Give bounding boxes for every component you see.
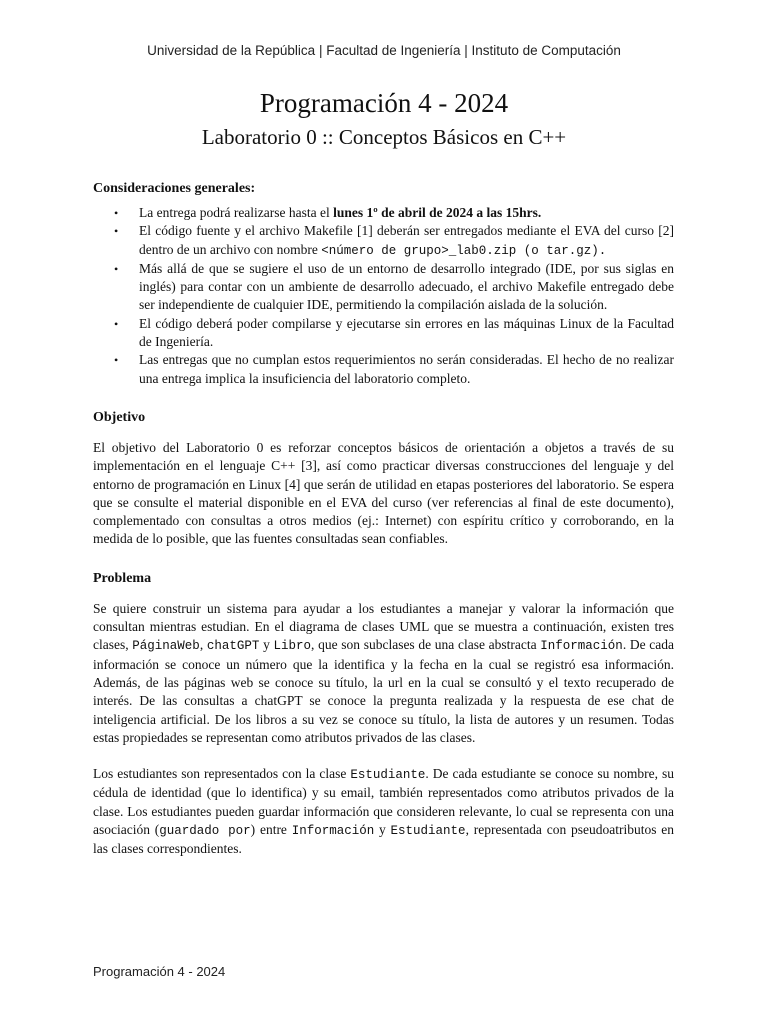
text-run: . De cada información se conoce un número que la identifica y la fecha en la cual se registró esa información. Además, de las páginas web se conoce su título, la url en la cual se consultó y el texto recuperado de interés. De las consultas a chatGPT se conoce la pregunta realizada y la respuesta de ese chat de inteligencia artificial. De los libros a su vez se conoce su título, la lista de autores y un resumen. Todas estas propiedades se representan como atributos privados de las clases. bbox=[93, 637, 675, 745]
list-item bbox=[139, 260, 674, 315]
section-problema bbox=[93, 570, 674, 859]
section-heading-objetivo: Objetivo bbox=[93, 409, 146, 425]
class-name-code: PáginaWeb bbox=[132, 639, 200, 654]
class-name-code: Información bbox=[291, 824, 375, 839]
class-name-code: Estudiante bbox=[350, 768, 426, 783]
section-heading-consideraciones: Consideraciones generales: bbox=[93, 181, 256, 196]
page-footer: Programación 4 - 2024 bbox=[93, 964, 226, 979]
text-run: ) entre bbox=[250, 822, 292, 838]
item-text: La entrega podrá realizarse hasta el bbox=[139, 205, 334, 220]
list-item bbox=[139, 222, 674, 260]
document-body bbox=[93, 180, 674, 859]
objetivo-paragraph: El objetivo del Laboratorio 0 es reforzar conceptos básicos de orientación a objetos a través de su implementación en el lenguaje C++ [3], así como practicar diversas construcciones del lenguaje y del entorno de programación en Linux [4] que serán de utilidad en etapas posteriores del laboratorio. Se espera que se consulte el material disponible en el EVA del curso (ver referencias al final de este documento), complementado con consultas a otros medios (ej.: Internet) con espíritu crítico y corroborando, en la medida de lo posible, que las fuentes consultadas sean confiables. bbox=[93, 439, 674, 547]
class-name-code: Libro bbox=[273, 639, 312, 654]
association-name-code: guardado por bbox=[159, 824, 251, 839]
text-run: , que son subclases de una clase abstracta bbox=[311, 637, 541, 653]
section-heading-problema: Problema bbox=[93, 570, 152, 586]
document-subtitle: Laboratorio 0 :: Conceptos Básicos en C++ bbox=[201, 125, 567, 149]
considerations-list bbox=[93, 204, 674, 388]
class-name-code: Estudiante bbox=[390, 824, 466, 839]
institution-header: Universidad de la República | Facultad de Ingeniería | Instituto de Computación bbox=[147, 43, 621, 58]
text-run: . De cada estudiante se conoce su nombre, su cédula de identidad (que lo identifica) y su email, también representados como atributos privados de la clase. Los estudiantes pueden guardar información que consideren relevante, lo cual se representa con una asociación ( bbox=[93, 766, 674, 838]
item-text: Más allá de que se sugiere el uso de un entorno de desarrollo integrado (IDE, por sus siglas en inglés) para contar con un ambiente de desarrollo adecuado, el archivo Makefile entregado debe ser independiente de cualquier IDE, permitiendo la compilación aislada de la solución. bbox=[139, 260, 674, 313]
list-item bbox=[139, 315, 674, 352]
item-text: Las entregas que no cumplan estos requerimientos no serán consideradas. El hecho de no realizar una entrega implica la insuficiencia del laboratorio completo. bbox=[139, 352, 674, 386]
item-text: El código fuente y el archivo Makefile [1] deberán ser entregados mediante el EVA del curso [2] dentro de un archivo con nombre bbox=[139, 223, 674, 257]
text-run: y bbox=[259, 637, 274, 653]
list-item bbox=[139, 351, 674, 388]
item-text: El código deberá poder compilarse y ejecutarse sin errores en las máquinas Linux de la Facultad de Ingeniería. bbox=[139, 315, 674, 350]
text-run: Los estudiantes son representados con la clase bbox=[93, 766, 351, 782]
filename-code: <número de grupo>_lab0.zip (o tar.gz). bbox=[321, 243, 607, 258]
class-name-code: Información bbox=[540, 639, 623, 654]
deadline-text: lunes 1º de abril de 2024 a las 15hrs. bbox=[333, 205, 542, 220]
section-objetivo bbox=[93, 409, 674, 549]
section-consideraciones bbox=[93, 180, 674, 388]
text-run: , representada con pseudoatributos en las clases correspondientes. bbox=[93, 822, 674, 857]
text-run: , bbox=[199, 637, 207, 653]
class-name-code: chatGPT bbox=[206, 639, 260, 654]
text-run: y bbox=[374, 822, 391, 838]
document-title: Programación 4 - 2024 bbox=[259, 88, 509, 118]
text-run: Se quiere construir un sistema para ayudar a los estudiantes a manejar y valorar la información que consultan mientras estudian. En el diagrama de clases UML que se muestra a continuación, existen tres clases, bbox=[93, 600, 674, 653]
problema-paragraph-1 bbox=[93, 600, 674, 747]
problema-paragraph-2 bbox=[93, 765, 674, 858]
list-item bbox=[139, 204, 674, 222]
